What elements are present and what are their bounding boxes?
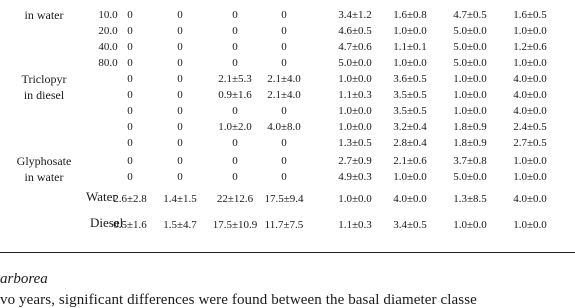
table-cell: 0: [127, 171, 133, 183]
table-cell: 0: [232, 57, 238, 69]
table-cell: 0: [127, 9, 133, 21]
table-cell: 1.8±0.9: [453, 121, 487, 133]
rate-cell: 10.0: [98, 9, 118, 21]
table-cell: 0: [232, 25, 238, 37]
table-cell: 0: [232, 105, 238, 117]
table-cell: 1.6±0.8: [393, 9, 427, 21]
table-cell: 1.5±4.7: [163, 219, 197, 231]
table-cell: 0: [281, 105, 287, 117]
table-cell: 1.1±0.3: [338, 89, 372, 101]
table-cell: 5.0±0.0: [453, 57, 487, 69]
table-cell: 4.9±0.3: [338, 171, 372, 183]
table-cell: 0: [281, 41, 287, 53]
treatment-label: in water: [24, 170, 64, 184]
control-label: Diesel: [90, 215, 124, 230]
table-cell: 0: [177, 25, 183, 37]
table-cell: 4.0±0.0: [513, 73, 547, 85]
table-cell: 4.6±0.5: [338, 25, 372, 37]
table-cell: 1.1±0.3: [338, 219, 372, 231]
table-cell: 0: [127, 25, 133, 37]
table-cell: 1.0±0.0: [338, 105, 372, 117]
table-cell: 0: [177, 9, 183, 21]
table-cell: 5.0±0.0: [338, 57, 372, 69]
table-cell: 4.0±0.0: [513, 105, 547, 117]
table-cell: 0: [281, 171, 287, 183]
table-cell: 17.5±10.9: [212, 219, 258, 231]
table-cell: 1.0±0.0: [393, 57, 427, 69]
table-cell: 0: [232, 9, 238, 21]
table-cell: 1.0±0.0: [393, 171, 427, 183]
table-cell: 0: [177, 155, 183, 167]
table-cell: 1.0±0.0: [338, 193, 372, 205]
table-cell: 17.5±9.4: [264, 193, 304, 205]
table-cell: 3.4±0.5: [393, 219, 427, 231]
table-cell: 22±12.6: [216, 193, 254, 205]
table-cell: 2.7±0.5: [513, 137, 547, 149]
table-cell: 0: [281, 25, 287, 37]
table-cell: 1.3±8.5: [453, 193, 487, 205]
table-cell: 4.0±0.0: [393, 193, 427, 205]
table-cell: 4.7±0.6: [338, 41, 372, 53]
table-cell: 1.0±2.0: [218, 121, 252, 133]
table-cell: 1.2±0.6: [513, 41, 547, 53]
table-cell: 5.0±0.0: [453, 25, 487, 37]
table-cell: 0: [177, 171, 183, 183]
table-cell: 0: [281, 9, 287, 21]
table-cell: 2.4±0.5: [513, 121, 547, 133]
table-cell: 1.0±0.0: [453, 89, 487, 101]
table-cell: 3.6±0.5: [393, 73, 427, 85]
treatment-label: Glyphosate: [16, 154, 72, 168]
table-cell: 1.0±0.0: [338, 121, 372, 133]
table-cell: 3.2±0.4: [393, 121, 427, 133]
table-cell: 1.0±0.0: [513, 171, 547, 183]
table-cell: 1.1±0.1: [393, 41, 427, 53]
table-cell: 0: [232, 41, 238, 53]
table-cell: 1.0±0.0: [338, 73, 372, 85]
table-cell: 4.0±0.0: [513, 89, 547, 101]
table-cell: 1.0±0.0: [393, 25, 427, 37]
table-cell: 0: [281, 155, 287, 167]
table-cell: 2.7±0.9: [338, 155, 372, 167]
table-cell: 0: [177, 57, 183, 69]
table-cell: 2.1±4.0: [267, 89, 301, 101]
table-cell: 2.1±0.6: [393, 155, 427, 167]
rate-cell: 40.0: [98, 41, 118, 53]
treatment-label: in diesel: [23, 88, 65, 102]
table-cell: 3.5±0.5: [393, 105, 427, 117]
table-cell: 0.5±1.6: [113, 219, 147, 231]
table-cell: 0: [127, 41, 133, 53]
table-cell: 2.6±2.8: [113, 193, 147, 205]
table-cell: 0: [127, 155, 133, 167]
table-cell: 0: [127, 57, 133, 69]
treatment-label: in water: [24, 8, 64, 22]
table-cell: 1.3±0.5: [338, 137, 372, 149]
table-cell: 0: [127, 137, 133, 149]
table-cell: 0: [127, 105, 133, 117]
table-cell: 5.0±0.0: [453, 171, 487, 183]
table-cell: 0: [177, 121, 183, 133]
table-cell: 4.0±8.0: [267, 121, 301, 133]
table-cell: 0: [281, 137, 287, 149]
table-cell: 1.0±0.0: [513, 57, 547, 69]
table-cell: 3.5±0.5: [393, 89, 427, 101]
table-cell: 0: [232, 171, 238, 183]
control-label: Water: [86, 189, 117, 204]
table-cell: 11.7±7.5: [264, 219, 304, 231]
table-cell: 0: [127, 73, 133, 85]
table-cell: 0.9±1.6: [218, 89, 252, 101]
table-cell: 1.0±0.0: [453, 73, 487, 85]
rate-cell: 80.0: [98, 57, 118, 69]
table-cell: 1.0±0.0: [453, 105, 487, 117]
table-cell: 1.0±0.0: [453, 219, 487, 231]
table-cell: 1.0±0.0: [513, 25, 547, 37]
table-cell: 0: [177, 89, 183, 101]
table-cell: 0: [177, 137, 183, 149]
table-cell: 2.1±4.0: [267, 73, 301, 85]
table-cell: 1.0±0.0: [513, 219, 547, 231]
table-cell: 0: [177, 73, 183, 85]
table-cell: 2.8±0.4: [393, 137, 427, 149]
table-cell: 1.0±0.0: [513, 155, 547, 167]
table-cell: 1.8±0.9: [453, 137, 487, 149]
table-cell: 0: [177, 41, 183, 53]
table-cell: 3.4±1.2: [338, 9, 372, 21]
table-bottom-rule: [0, 252, 575, 253]
table-cell: 5.0±0.0: [453, 41, 487, 53]
table-cell: 4.0±0.0: [513, 193, 547, 205]
table-cell: 0: [127, 121, 133, 133]
table-cell: 0: [281, 57, 287, 69]
table-cell: 3.7±0.8: [453, 155, 487, 167]
table-cell: 0: [177, 105, 183, 117]
table-cell: 0: [232, 137, 238, 149]
table-cell: 0: [232, 155, 238, 167]
table-cell: 2.1±5.3: [218, 73, 252, 85]
table-cell: 1.6±0.5: [513, 9, 547, 21]
table-cell: 1.4±1.5: [163, 193, 197, 205]
treatment-label: Triclopyr: [21, 72, 67, 86]
rate-cell: 20.0: [98, 25, 118, 37]
body-paragraph: vo years, significant differences were found between the basal diameter classe: [0, 292, 477, 308]
table-cell: 4.7±0.5: [453, 9, 487, 21]
table-cell: 0: [127, 89, 133, 101]
section-heading: arborea: [0, 271, 48, 287]
